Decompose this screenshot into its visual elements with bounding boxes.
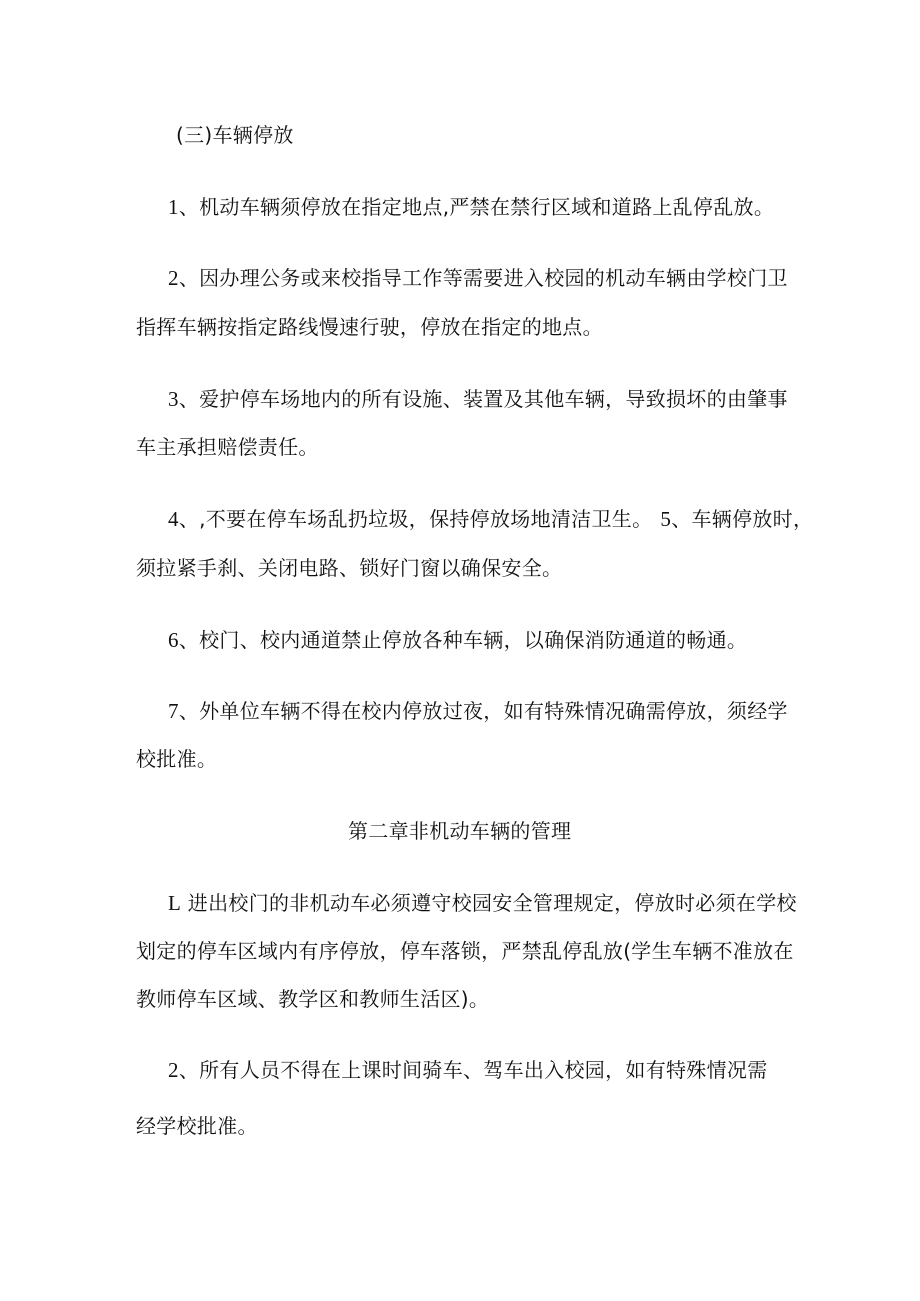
chapter-item-2-line-2: 经学校批准。 xyxy=(136,1114,258,1138)
item-3-line-2: 车主承担赔偿责任。 xyxy=(136,435,319,459)
chapter-item-1-number: L xyxy=(168,891,182,915)
item-2-number: 2 xyxy=(168,266,179,290)
item-4-line-2: 须拉紧手刹、关闭电路、锁好门窗以确保安全。 xyxy=(136,556,563,580)
item-3-line-1: 3、爱护停车场地内的所有设施、装置及其他车辆，导致损坏的由肇事 xyxy=(168,387,788,411)
item-4-number: 4 xyxy=(168,507,179,531)
section-heading: (三)车辆停放 xyxy=(176,123,294,147)
item-2-line-1: 2、因办理公务或来校指导工作等需要进入校园的机动车辆由学校门卫 xyxy=(168,266,788,290)
chapter-item-2-line-1: 2、所有人员不得在上课时间骑车、驾车出入校园，如有特殊情况需 xyxy=(168,1058,768,1082)
chapter-item-1-line-2: 划定的停车区域内有序停放，停车落锁，严禁乱停乱放(学生车辆不准放在 xyxy=(136,939,794,963)
chapter-item-1-line-1: L 进出校门的非机动车必须遵守校园安全管理规定，停放时必须在学校 xyxy=(168,891,797,915)
item-5-number: 5 xyxy=(660,507,672,531)
item-1-line-1: 1、机动车辆须停放在指定地点,严禁在禁行区域和道路上乱停乱放。 xyxy=(168,195,775,219)
chapter-item-2-number: 2 xyxy=(168,1058,179,1082)
item-6-line-1: 6、校门、校内通道禁止停放各种车辆，以确保消防通道的畅通。 xyxy=(168,628,748,652)
item-1-number: 1 xyxy=(168,195,179,219)
chapter-title: 第二章非机动车辆的管理 xyxy=(348,819,572,843)
item-3-number: 3 xyxy=(168,387,179,411)
item-7-line-2: 校批准。 xyxy=(136,747,218,771)
item-7-line-1: 7、外单位车辆不得在校内停放过夜，如有特殊情况确需停放，须经学 xyxy=(168,699,788,723)
item-6-number: 6 xyxy=(168,628,179,652)
item-7-number: 7 xyxy=(168,699,179,723)
chapter-item-1-line-3: 教师停车区域、教学区和教师生活区)。 xyxy=(136,987,490,1011)
item-4-line-1: 4、,不要在停车场乱扔垃圾，保持停放场地清洁卫生。 5、车辆停放时， xyxy=(168,507,814,531)
item-2-line-2: 指挥车辆按指定路线慢速行驶，停放在指定的地点。 xyxy=(136,315,603,339)
